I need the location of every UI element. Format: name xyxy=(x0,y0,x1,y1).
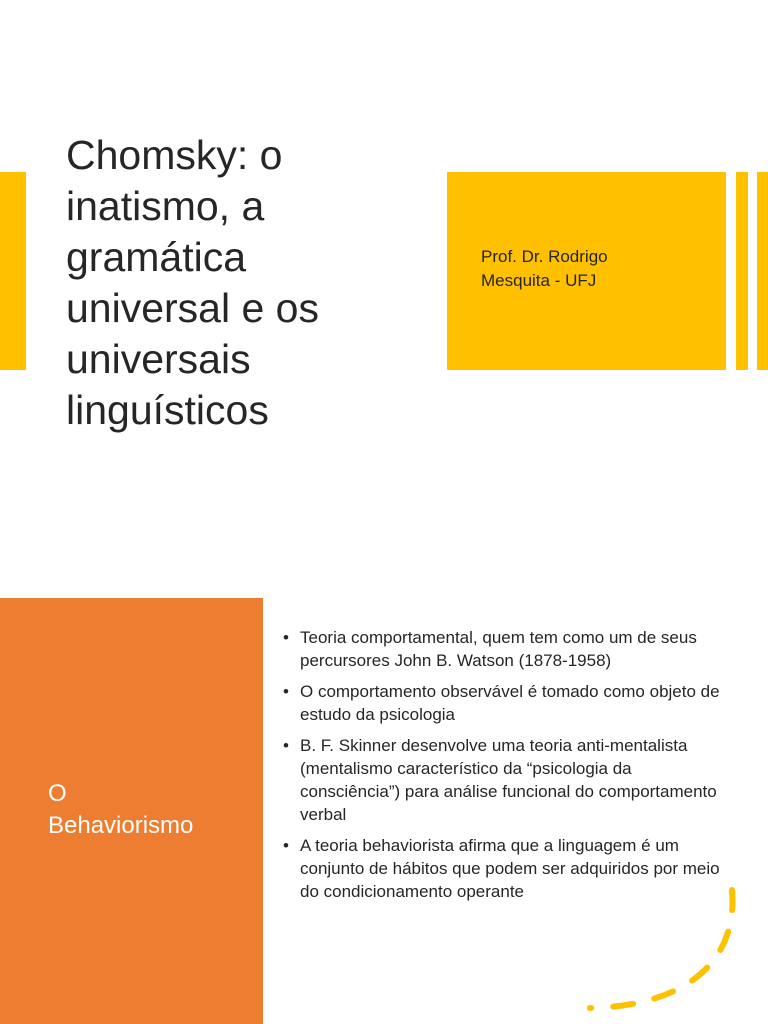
section-title-line: Behaviorismo xyxy=(48,812,194,839)
bullet-text: O comportamento observável é tomado como objeto de estudo da psicologia xyxy=(300,682,720,724)
title-line: inatismo, a xyxy=(66,183,265,229)
slide-subtitle xyxy=(481,245,711,293)
content-slide xyxy=(0,598,768,1024)
bullet-dot-icon: • xyxy=(283,736,289,755)
bullet-text: Teoria comportamental, quem tem como um de seus percursores John B. Watson (1878-1958) xyxy=(300,628,697,670)
left-accent-bar xyxy=(0,172,26,370)
title-line: gramática xyxy=(66,234,247,280)
bullet-item xyxy=(283,734,723,826)
bullet-item xyxy=(283,626,723,672)
subtitle-box xyxy=(447,172,726,370)
bullet-item xyxy=(283,680,723,726)
bullet-text: B. F. Skinner desenvolve uma teoria anti-mentalista (mentalismo característico da “psicologia da consciência”) para análise funcional do comportamento verbal xyxy=(300,736,717,824)
right-accent-bar xyxy=(757,172,768,370)
title-line: universal e os xyxy=(66,285,319,331)
section-panel xyxy=(0,598,263,1024)
bullet-dot-icon: • xyxy=(283,628,289,647)
slide-title xyxy=(66,130,406,436)
title-line: linguísticos xyxy=(66,387,269,433)
bullet-dot-icon: • xyxy=(283,836,289,855)
bullet-text: A teoria behaviorista afirma que a linguagem é um conjunto de hábitos que podem ser adquiridos por meio do condicionamento operante xyxy=(300,836,720,901)
subtitle-line: Prof. Dr. Rodrigo xyxy=(481,247,608,266)
title-line: Chomsky: o xyxy=(66,132,283,178)
dashed-arc-decoration xyxy=(580,858,750,1018)
section-title-line: O xyxy=(48,780,67,807)
subtitle-line: Mesquita - UFJ xyxy=(481,271,597,290)
right-accent-bar xyxy=(736,172,748,370)
section-title xyxy=(48,778,248,842)
title-line: universais xyxy=(66,336,251,382)
bullet-dot-icon: • xyxy=(283,682,289,701)
